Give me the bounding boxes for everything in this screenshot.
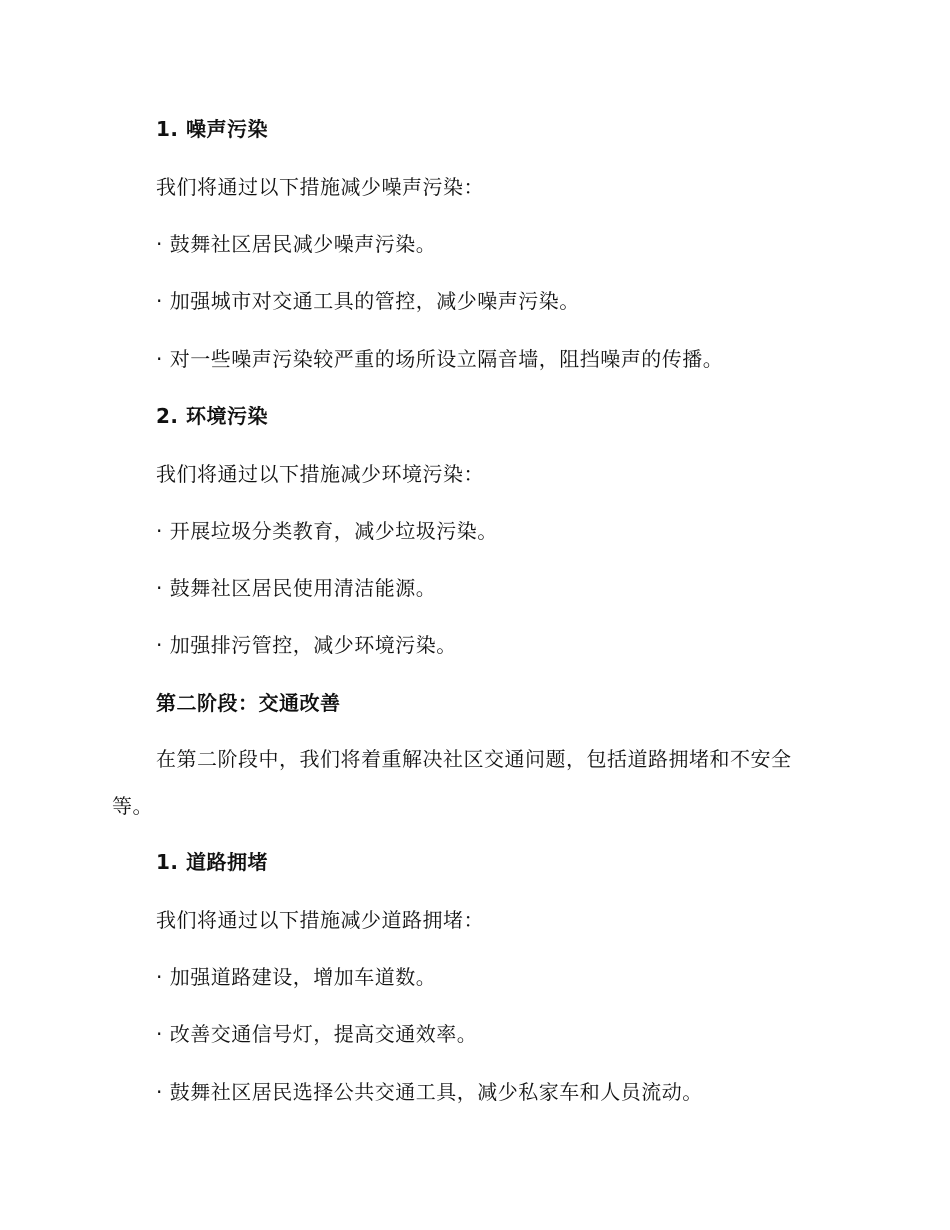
paragraph-stage-two: 在第二阶段中，我们将着重解决社区交通问题，包括道路拥堵和不安全等。 [112, 747, 792, 818]
paragraph-congestion-intro: 我们将通过以下措施减少道路拥堵： [156, 908, 484, 932]
stage-heading: 第二阶段：交通改善 [156, 691, 341, 715]
paragraph-environment-intro: 我们将通过以下措施减少环境污染： [156, 462, 484, 486]
bullet-item: · 鼓舞社区居民使用清洁能源。 [156, 576, 437, 600]
bullet-item: · 开展垃圾分类教育，减少垃圾污染。 [156, 519, 498, 543]
paragraph-noise-intro: 我们将通过以下措施减少噪声污染： [156, 175, 484, 199]
bullet-item: · 对一些噪声污染较严重的场所设立隔音墙，阻挡噪声的传播。 [156, 347, 724, 371]
section-heading-noise: 1. 噪声污染 [156, 117, 268, 141]
section-heading-environment: 2. 环境污染 [156, 404, 268, 428]
bullet-item: · 改善交通信号灯，提高交通效率。 [156, 1022, 478, 1046]
bullet-item: · 鼓舞社区居民减少噪声污染。 [156, 232, 437, 256]
bullet-item: · 加强排污管控，减少环境污染。 [156, 633, 457, 657]
section-heading-congestion: 1. 道路拥堵 [156, 850, 268, 874]
bullet-item: · 加强道路建设，增加车道数。 [156, 965, 437, 989]
bullet-item: · 加强城市对交通工具的管控，减少噪声污染。 [156, 289, 580, 313]
bullet-item: · 鼓舞社区居民选择公共交通工具，减少私家车和人员流动。 [156, 1080, 703, 1104]
